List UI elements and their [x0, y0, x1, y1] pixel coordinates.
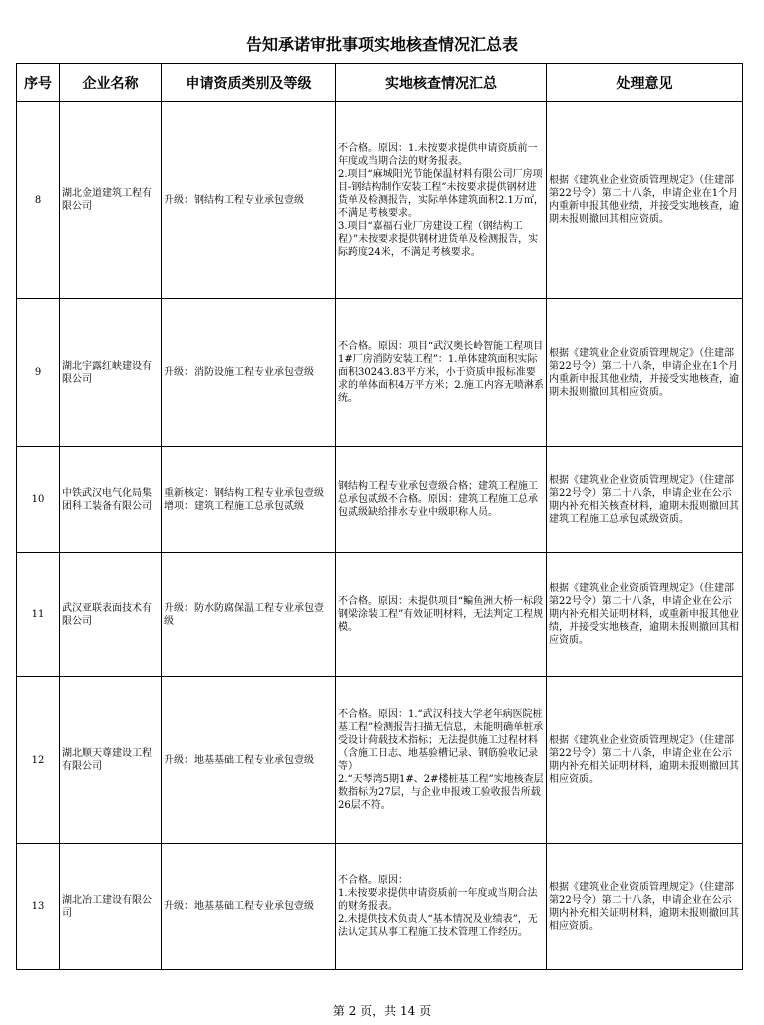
row-company: 湖北宇露红峡建设有限公司	[60, 299, 162, 447]
row-inspection: 不合格。原因：项目“武汉奥长岭智能工程项目1#厂房消防安装工程”：1.单体建筑面积实际面积30243.83平方米，小于资质申报标准要求的单体面积4万平方米；2.施工内容无喷淋系统。	[336, 299, 547, 447]
row-qualification: 升级：消防设施工程专业承包壹级	[162, 299, 336, 447]
table-row	[17, 677, 743, 844]
row-inspection: 不合格。原因：1.未按要求提供申请资质前一年度或当期合法的财务报表。 2.项目“麻城阳光节能保温材料有限公司厂房项目-钢结构制作安装工程”未按要求提供钢材进货单及检测报告，实际单体建筑面积2.1万㎡，不满足考核要求。 3.项目“嘉福石业厂房建设工程（钢结构工程）”未按要求提供钢材进货单及检测报告，实际跨度24米，不满足考核要求。	[336, 102, 547, 299]
row-opinion: 根据《建筑业企业资质管理规定》（住建部第22号令）第二十八条，申请企业在公示期内补充相关证明材料，逾期未报则撤回其相应资质。	[547, 677, 743, 844]
row-inspection: 不合格。原因： 1.未按要求提供申请资质前一年度或当期合法的财务报表。 2.未提供技术负责人“基本情况及业绩表”，无法认定其从事工程施工技术管理工作经历。	[336, 844, 547, 970]
row-company: 湖北顺天尊建设工程有限公司	[60, 677, 162, 844]
header-opinion: 处理意见	[547, 64, 743, 102]
row-inspection: 钢结构工程专业承包壹级合格；建筑工程施工总承包贰级不合格。原因：建筑工程施工总承包贰级缺给排水专业中级职称人员。	[336, 447, 547, 553]
table-row	[17, 553, 743, 677]
row-opinion: 根据《建筑业企业资质管理规定》（住建部第22号令）第二十八条，申请企业在公示期内补充相关核查材料，逾期未报则撤回其建筑工程施工总承包贰级资质。	[547, 447, 743, 553]
row-qualification: 升级：防水防腐保温工程专业承包壹级	[162, 553, 336, 677]
row-company: 湖北冶工建设有限公司	[60, 844, 162, 970]
table-row	[17, 299, 743, 447]
row-opinion: 根据《建筑业企业资质管理规定》（住建部第22号令）第二十八条，申请企业在1个月内重新申报其他业绩，并接受实地核查，逾期未报则撤回其相应资质。	[547, 299, 743, 447]
row-qualification: 重新核定：钢结构工程专业承包壹级 增项：建筑工程施工总承包贰级	[162, 447, 336, 553]
header-company: 企业名称	[60, 64, 162, 102]
table-row	[17, 844, 743, 970]
table-header-row	[17, 64, 743, 102]
row-qualification: 升级：地基基础工程专业承包壹级	[162, 844, 336, 970]
row-serial: 11	[17, 553, 60, 677]
row-qualification: 升级：钢结构工程专业承包壹级	[162, 102, 336, 299]
page-title: 告知承诺审批事项实地核查情况汇总表	[245, 35, 518, 54]
page-number: 第 2 页，共 14 页	[332, 1004, 432, 1018]
row-serial: 10	[17, 447, 60, 553]
row-serial: 13	[17, 844, 60, 970]
row-serial: 9	[17, 299, 60, 447]
row-company: 中铁武汉电气化局集团科工装备有限公司	[60, 447, 162, 553]
header-qualification: 申请资质类别及等级	[162, 64, 336, 102]
table-row	[17, 102, 743, 299]
row-inspection: 不合格。原因：未提供项目“鳊鱼洲大桥一标段钢梁涂装工程”有效证明材料，无法判定工程规模。	[336, 553, 547, 677]
row-opinion: 根据《建筑业企业资质管理规定》（住建部第22号令）第二十八条，申请企业在1个月内重新申报其他业绩，并接受实地核查，逾期未报则撤回其相应资质。	[547, 102, 743, 299]
row-opinion: 根据《建筑业企业资质管理规定》（住建部第22号令）第二十八条，申请企业在公示期内补充相关证明材料，逾期未报则撤回其相应资质。	[547, 844, 743, 970]
row-company: 武汉亚联表面技术有限公司	[60, 553, 162, 677]
header-inspection: 实地核查情况汇总	[336, 64, 547, 102]
row-qualification: 升级：地基基础工程专业承包壹级	[162, 677, 336, 844]
row-serial: 8	[17, 102, 60, 299]
row-serial: 12	[17, 677, 60, 844]
row-company: 湖北金道建筑工程有限公司	[60, 102, 162, 299]
row-inspection: 不合格。原因：1.“武汉科技大学老年病医院桩基工程”检测报告扫描无信息，未能明确单桩承受设计荷载技术指标；无法提供施工过程材料（含施工日志、地基验槽记录、钢筋验收记录等） 2.“天琴湾5期1#、2#楼桩基工程”实地核查层数指标为27层，与企业申报竣工验收报告所载26层不符。	[336, 677, 547, 844]
summary-table	[16, 63, 743, 970]
header-serial: 序号	[17, 64, 60, 102]
table-row	[17, 447, 743, 553]
row-opinion: 根据《建筑业企业资质管理规定》（住建部第22号令）第二十八条，申请企业在公示期内补充相关证明材料，或重新申报其他业绩，并接受实地核查，逾期未报则撤回其相应资质。	[547, 553, 743, 677]
